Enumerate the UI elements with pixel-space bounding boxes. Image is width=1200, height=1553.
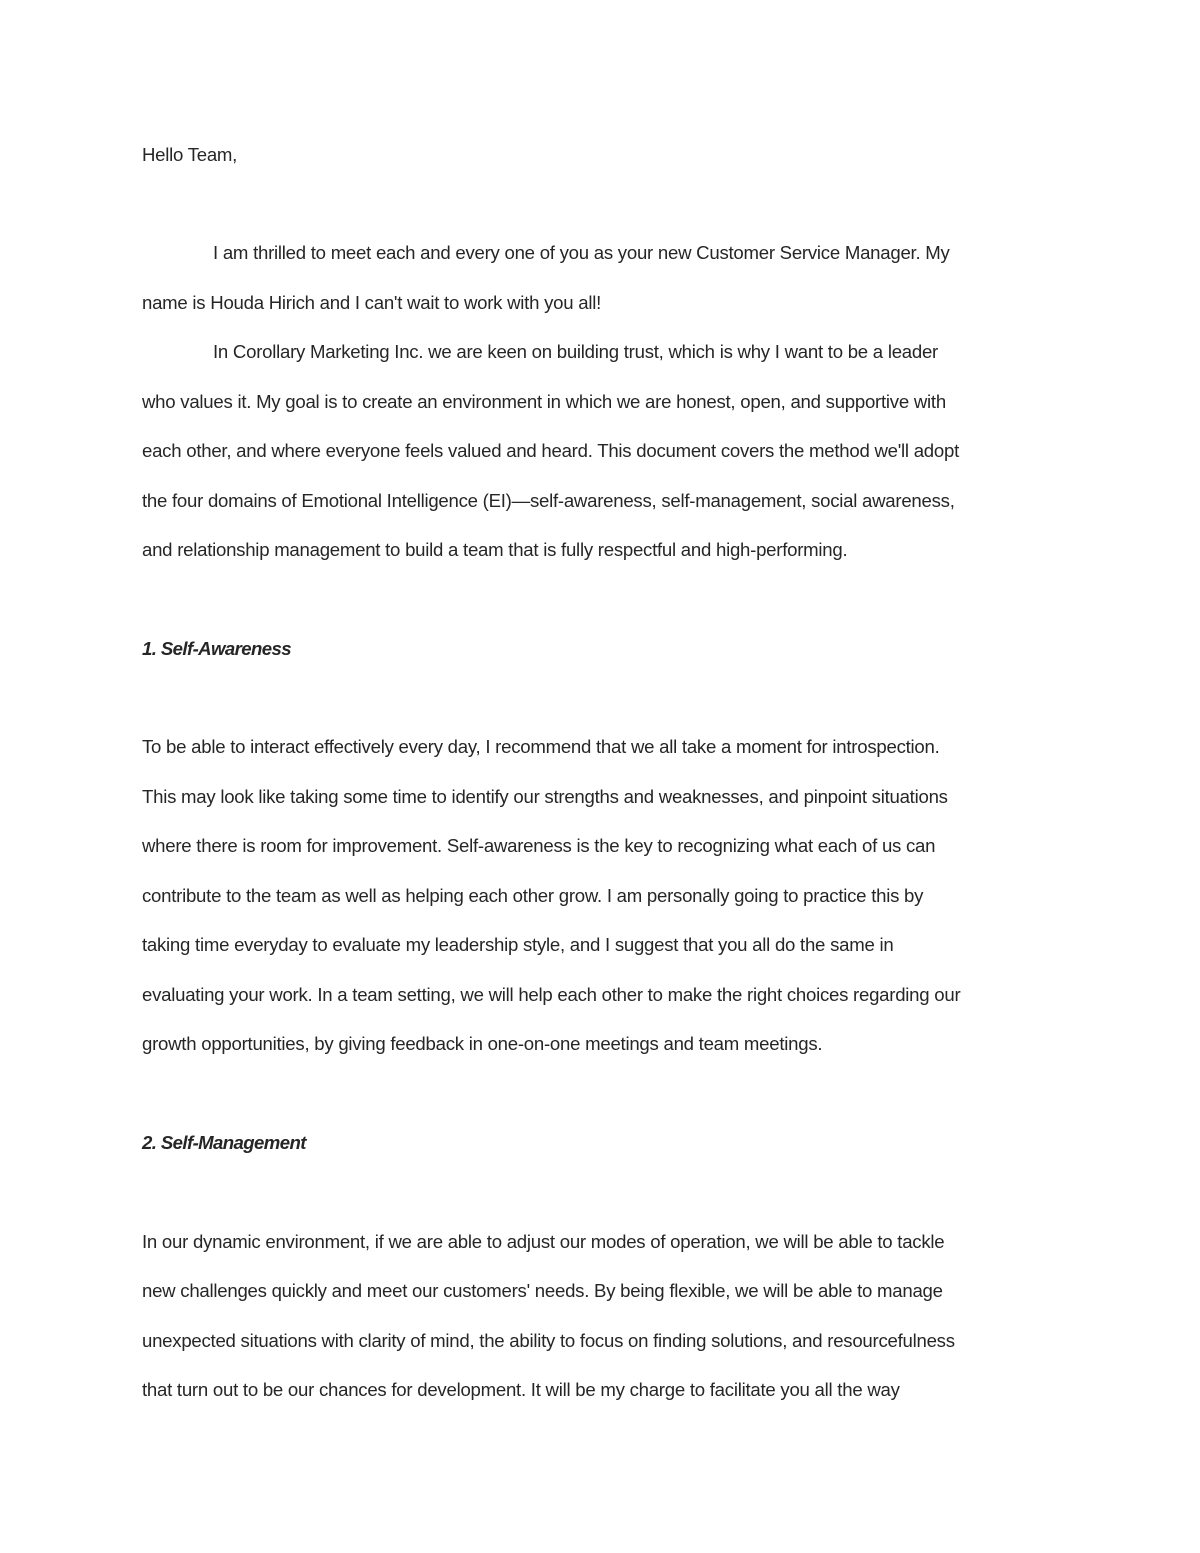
mission-line-2: who values it. My goal is to create an environment in which we are honest, open, and supportive with bbox=[142, 391, 946, 412]
self-management-line-3: unexpected situations with clarity of mind, the ability to focus on finding solutions, and resourcefulness bbox=[142, 1330, 955, 1351]
self-awareness-line-1: To be able to interact effectively every day, I recommend that we all take a moment for introspection. bbox=[142, 736, 940, 757]
mission-line-4: the four domains of Emotional Intelligence (EI)—self-awareness, self-management, social awareness, bbox=[142, 490, 955, 511]
mission-line-5: and relationship management to build a team that is fully respectful and high-performing. bbox=[142, 539, 848, 560]
self-management-line-2: new challenges quickly and meet our customers' needs. By being flexible, we will be able to manage bbox=[142, 1280, 943, 1301]
self-awareness-line-2: This may look like taking some time to identify our strengths and weaknesses, and pinpoint situations bbox=[142, 786, 948, 807]
section-heading-self-awareness: 1. Self-Awareness bbox=[142, 638, 291, 659]
greeting: Hello Team, bbox=[142, 144, 238, 165]
self-awareness-line-4: contribute to the team as well as helping each other grow. I am personally going to practice this by bbox=[142, 885, 924, 906]
intro-line-1: I am thrilled to meet each and every one of you as your new Customer Service Manager. My bbox=[213, 242, 950, 263]
self-management-line-1: In our dynamic environment, if we are able to adjust our modes of operation, we will be able to tackle bbox=[142, 1231, 945, 1252]
self-awareness-line-3: where there is room for improvement. Self-awareness is the key to recognizing what each of us can bbox=[142, 835, 936, 856]
self-awareness-line-6: evaluating your work. In a team setting, we will help each other to make the right choices regarding our bbox=[142, 984, 961, 1005]
self-awareness-line-7: growth opportunities, by giving feedback in one-on-one meetings and team meetings. bbox=[142, 1033, 823, 1054]
intro-line-2: name is Houda Hirich and I can't wait to work with you all! bbox=[142, 292, 602, 313]
mission-line-3: each other, and where everyone feels valued and heard. This document covers the method we'll adopt bbox=[142, 440, 959, 461]
self-awareness-line-5: taking time everyday to evaluate my leadership style, and I suggest that you all do the same in bbox=[142, 934, 894, 955]
self-management-line-4: that turn out to be our chances for development. It will be my charge to facilitate you all the way bbox=[142, 1379, 900, 1400]
mission-line-1: In Corollary Marketing Inc. we are keen on building trust, which is why I want to be a leader bbox=[213, 341, 939, 362]
section-heading-self-management: 2. Self-Management bbox=[142, 1132, 306, 1153]
